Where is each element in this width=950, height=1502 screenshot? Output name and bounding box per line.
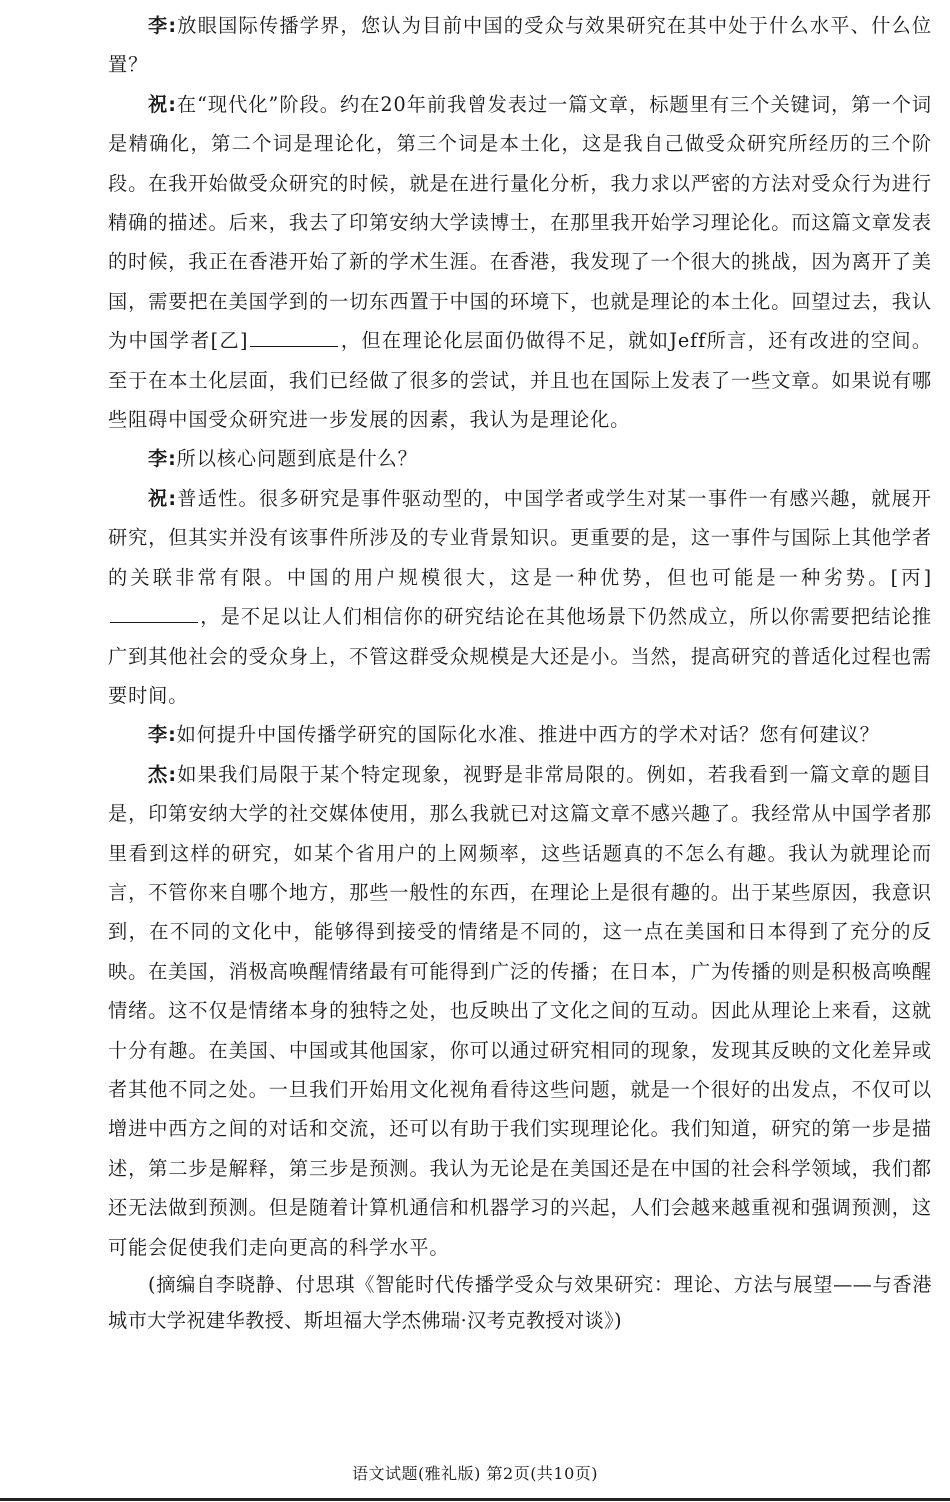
speaker-label: 杰: bbox=[148, 762, 177, 786]
paragraph-text: 如果我们局限于某个特定现象，视野是非常局限的。例如，若我看到一篇文章的题目是，印第安纳大学的社交媒体使用，那么我就已对这篇文章不感兴趣了。我经常从中国学者那里看到这样的研究，如某个省用户的上网频率，这些话题真的不怎么有趣。我认为就理论而言，不管你来自哪个地方，那些一般性的东西，在理论上是很有趣的。出于某些原因，我意识到，在不同的文化中，能够得到接受的情绪是不同的，这一点在美国和日本得到了充分的反映。在美国，消极高唤醒情绪最有可能得到广泛的传播；在日本，广为传播的则是积极高唤醒情绪。这不仅是情绪本身的独特之处，也反映出了文化之间的互动。因此从理论上来看，这就十分有趣。在美国、中国或其他国家，你可以通过研究相同的现象，发现其反映的文化差异或者其他不同之处。一旦我们开始用文化视角看待这些问题，就是一个很好的出发点，不仅可以增进中西方之间的对话和交流，还可以有助于我们实现理论化。我们知道，研究的第一步是描述，第二步是解释，第三步是预测。我认为无论是在美国还是在中国的社会科学领域，我们都还无法做到预测。但是随着计算机通信和机器学习的兴起，人们会越来越重视和强调预测，这可能会促使我们走向更高的科学水平。 bbox=[108, 762, 932, 1259]
dialogue-paragraph bbox=[108, 479, 932, 715]
fill-in-blank-yi bbox=[250, 345, 338, 347]
paragraph-text-continued: ，但在理论化层面仍做得不足，就如Jeff所言，还有改进的空间。至于在本土化层面，我们已经做了很多的尝试，并且也在国际上发表了一些文章。如果说有哪些阻碍中国受众研究进一步发展的因素，我认为是理论化。 bbox=[108, 329, 933, 432]
bottom-divider bbox=[0, 1498, 950, 1501]
speaker-label: 李: bbox=[148, 447, 177, 471]
source-citation: (摘编自李晓静、付思琪《智能时代传播学受众与效果研究：理论、方法与展望——与香港城市大学祝建华教授、斯坦福大学杰佛瑞·汉考克教授对谈》) bbox=[108, 1273, 932, 1332]
page-footer: 语文试题(雅礼版) 第2页(共10页) bbox=[351, 1464, 599, 1483]
dialogue-paragraph bbox=[108, 715, 932, 754]
fill-in-blank-bing bbox=[110, 621, 198, 623]
paragraph-text: 如何提升中国传播学研究的国际化水准、推进中西方的学术对话？您有何建议？ bbox=[176, 723, 880, 747]
paragraph-text: 放眼国际传播学界，您认为目前中国的受众与效果研究在其中处于什么水平、什么位置？ bbox=[108, 14, 932, 77]
speaker-label: 李: bbox=[148, 723, 177, 747]
paragraph-text-continued: ，是不足以让人们相信你的研究结论在其他场景下仍然成立，所以你需要把结论推广到其他社会的受众身上，不管这群受众规模是大还是小。当然，提高研究的普适化过程也需要时间。 bbox=[108, 605, 932, 707]
speaker-label: 祝: bbox=[148, 92, 177, 116]
speaker-label: 李: bbox=[148, 14, 177, 37]
paragraph-text: 所以核心问题到底是什么？ bbox=[176, 447, 418, 471]
paragraph-text: 普适性。很多研究是事件驱动型的，中国学者或学生对某一事件一有感兴趣，就展开研究，但其实并没有该事件所涉及的专业背景知识。更重要的是，这一事件与国际上其他学者的关联非常有限。中国的用户规模很大，这是一种优势，但也可能是一种劣势。[丙] bbox=[108, 486, 932, 589]
speaker-label: 祝: bbox=[148, 486, 177, 510]
paragraph-text: 在“现代化”阶段。约在20年前我曾发表过一篇文章，标题里有三个关键词，第一个词是精确化，第二个词是理论化，第三个词是本土化，这是我自己做受众研究所经历的三个阶段。在我开始做受众研究的时候，就是在进行量化分析，我力求以严密的方法对受众行为进行精确的描述。后来，我去了印第安纳大学读博士，在那里我开始学习理论化。而这篇文章发表的时候，我正在香港开始了新的学术生涯。在香港，我发现了一个很大的挑战，因为离开了美国，需要把在美国学到的一切东西置于中国的环境下，也就是理论的本土化。回望过去，我认为中国学者[乙] bbox=[108, 92, 932, 353]
dialogue-paragraph bbox=[108, 439, 932, 478]
dialogue-paragraph bbox=[108, 85, 932, 440]
dialogue-paragraph bbox=[108, 755, 932, 1267]
dialogue-paragraph bbox=[108, 6, 932, 85]
article-body bbox=[108, 6, 932, 1339]
